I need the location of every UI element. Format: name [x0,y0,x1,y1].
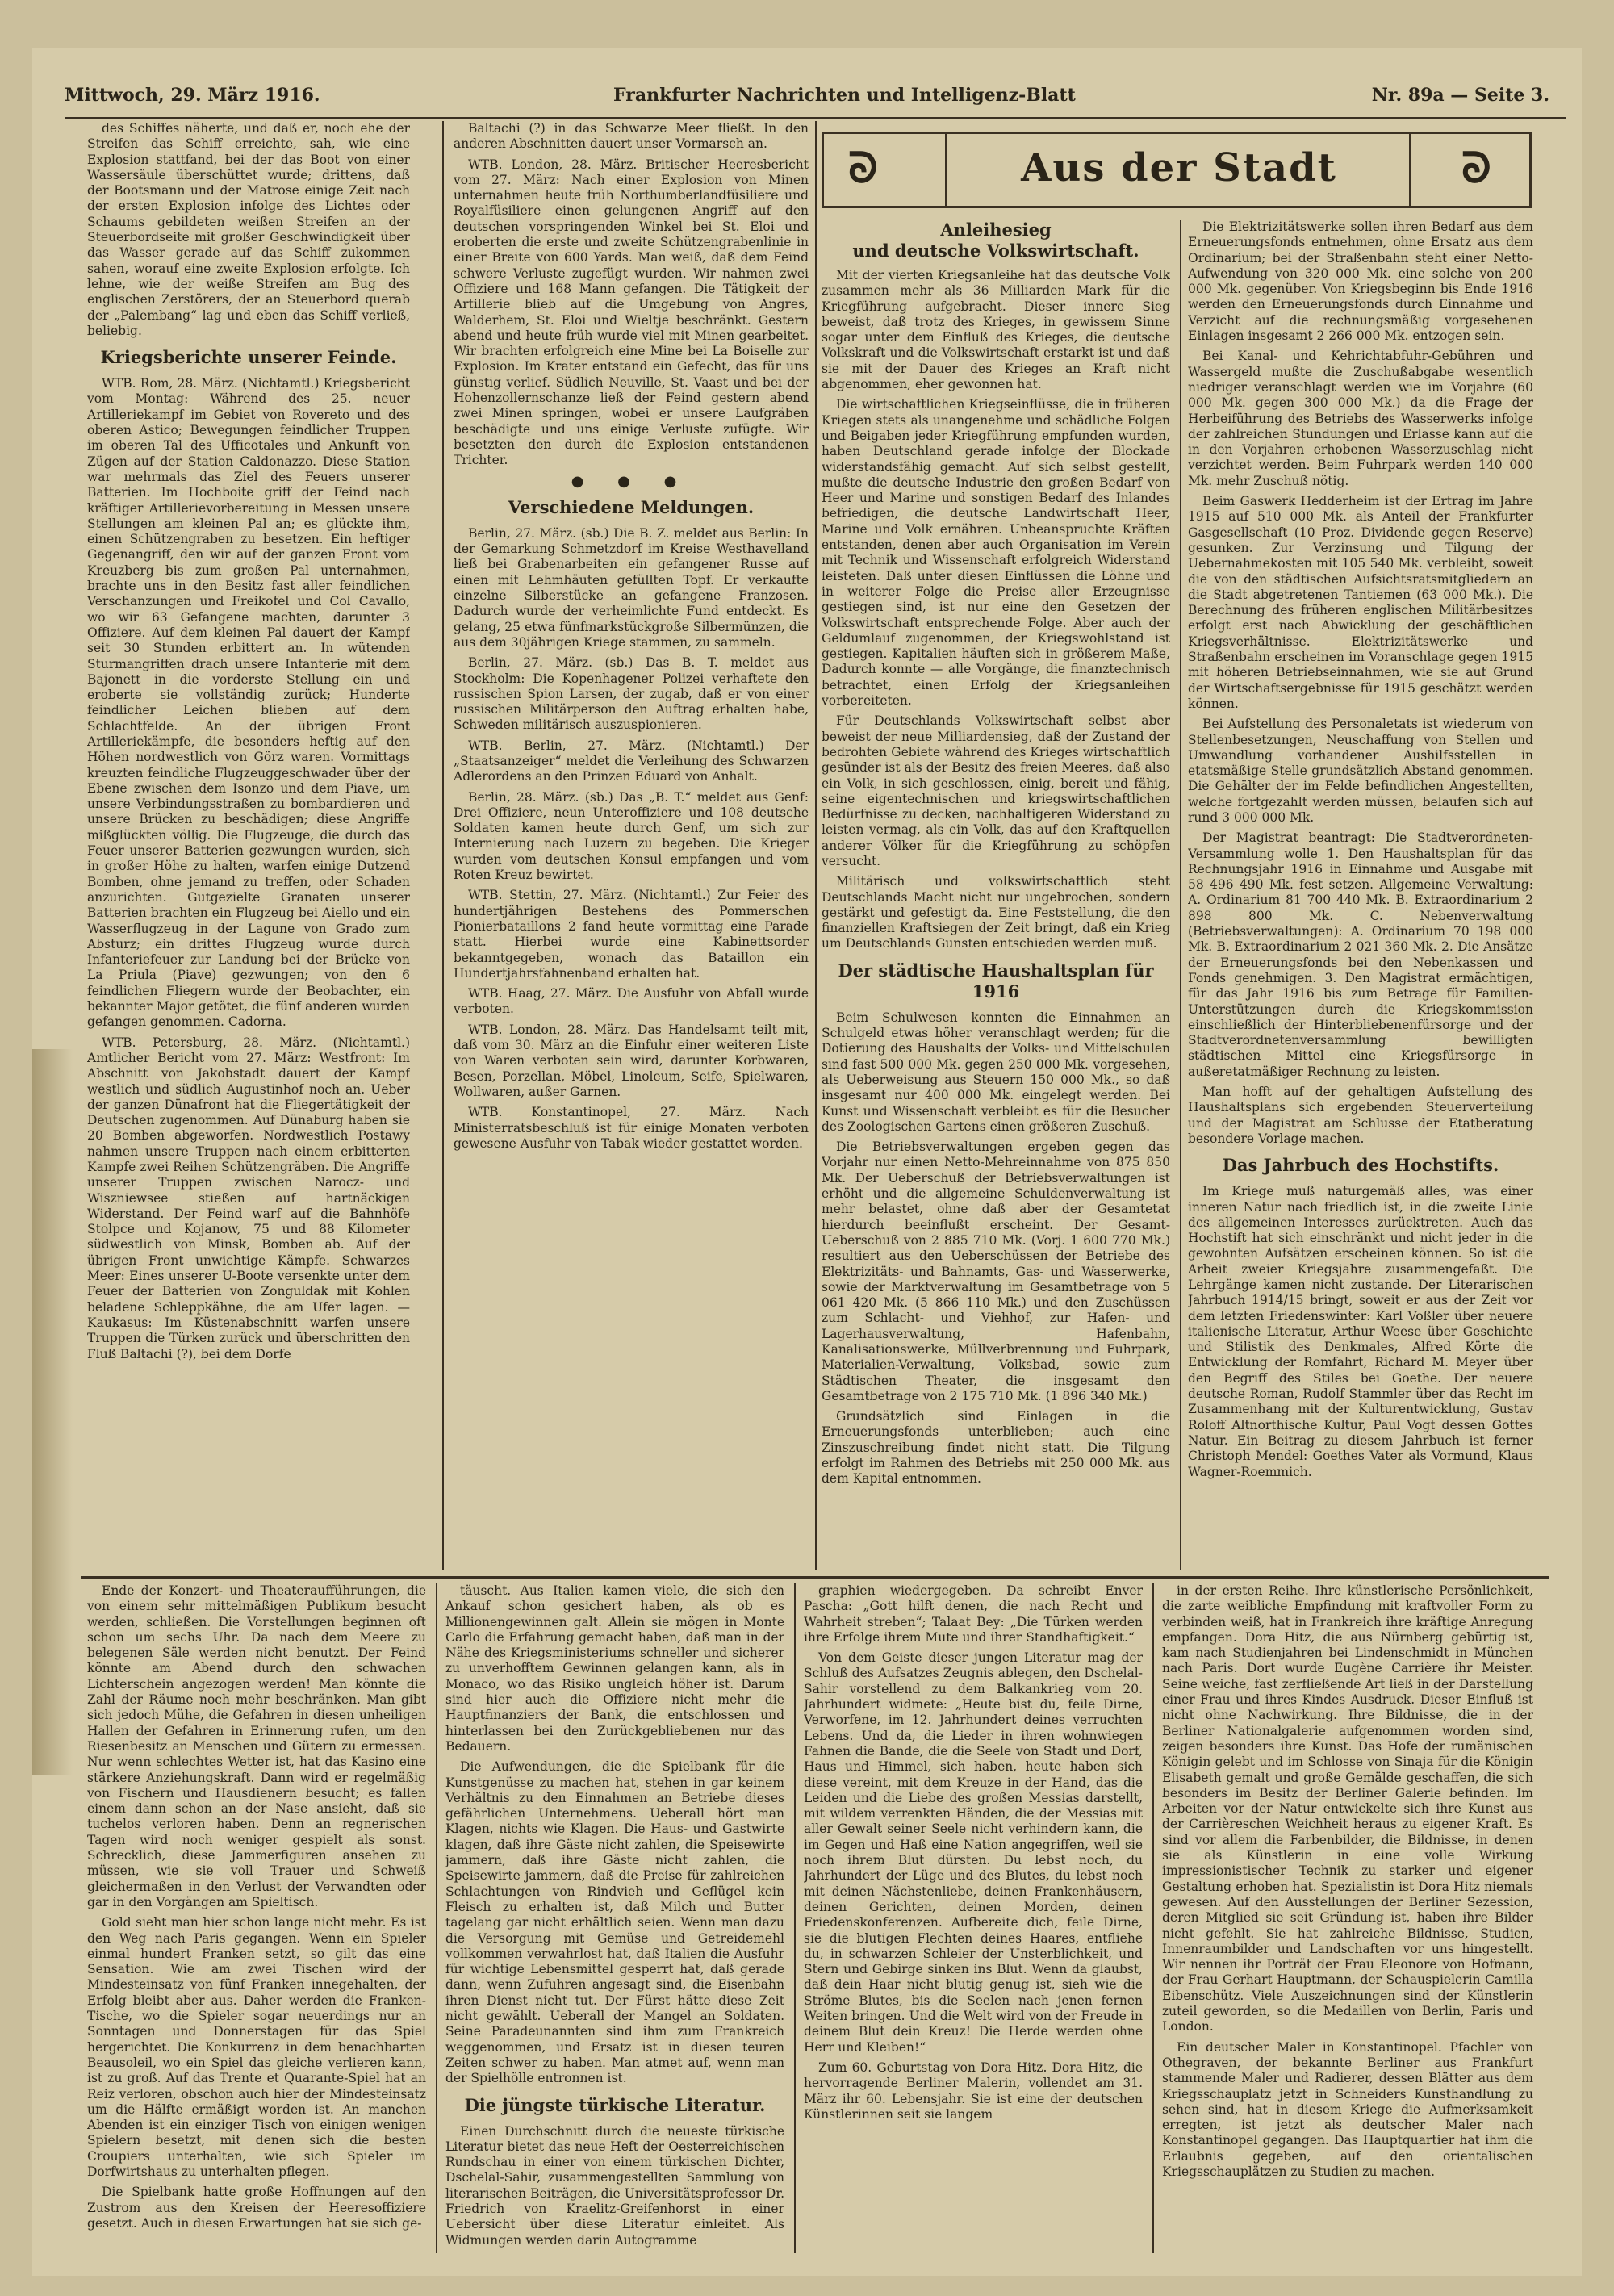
col4-p5: Der Magistrat beantragt: Die Stadtverordneten-Versammlung wolle 1. Den Haushaltsplan für das Rechnungsjahr 1916 in Einnahme und Ausgabe mit 58 496 490 Mk. fest setzen. Allgemeine Verwaltung: A. Ordinarium 81 700 440 Mk. B. Extraordinarium 2 898 800 Mk. C. Nebenverwaltung (Betriebsverwaltungen): A. Ordinarium 70 198 000 Mk. B. Extraordinarium 2 021 360 Mk. 2. Die Ansätze der Erneuerungsfonds bei den Nebenkassen und Fonds genehmigen. 3. Den Magistrat ermächtigen, für das Jahr 1916 bis zum Betrage für Familien-Unterstützungen durch die Kriegskommission einschließlich der Hinterbliebenenfürsorge und der Stadtverordnetenversammlung bewilligten städtischen Mittel eine Kriegsfürsorge in außeretatmäßiger Rechnung zu leisten. [1188,830,1533,1079]
col2-p5: Berlin, 28. März. (sb.) Das „B. T.“ meldet aus Genf: Drei Offiziere, neun Unteroffiziere und 108 deutsche Soldaten kamen heute durch Genf, um sich zur Internierung nach Luzern zu begeben. Die Krieger wurden vom deutschen Konsul empfangen und vom Roten Kreuz bewirtet. [454,789,809,883]
section-title: Aus der Stadt [1021,145,1337,190]
page-header [65,85,1566,114]
col5-p3: Die Spielbank hatte große Hoffnungen auf den Zustrom aus den Kreisen der Heeresoffiziere gesetzt. Auch in diesen Erwartungen hat sie sich ge- [87,2185,426,2231]
column-2 [454,121,809,1570]
masthead-inner-rule-right [1409,134,1411,206]
col2-p7: WTB. Haag, 27. März. Die Ausfuhr von Abfall wurde verboten. [454,986,809,1017]
col4-p4: Bei Aufstellung des Personaletats ist wiederum von Stellenbesetzungen, Neuschaffung von Stellen und Umwandlung vorhandener Aushilfsstellen in etatsmäßige Stelle grundsätzlich Abstand genommen. Die Gehälter der im Felde befindlichen Angestellten, welche fortgezahlt werden müssen, belaufen sich auf rund 3 000 000 Mk. [1188,717,1533,825]
col6-p3: Einen Durchschnitt durch die neueste türkische Literatur bietet das neue Heft der Oesterreichischen Rundschau in einer von einem türkischen Dichter, Dschelal-Sahir, zusammengestellten Sammlung von literarischen Beiträgen, die Universitätsprofessor Dr. Friedrich von Kraelitz-Greifenhorst in einer Uebersicht über diese Literatur einleitet. Als Widmungen werden darin Autogramme [445,2123,784,2248]
col3-p1: Mit der vierten Kriegsanleihe hat das deutsche Volk zusammen mehr als 36 Milliarden Mark für die Kriegführung aufgebracht. Dieser innere Sieg beweist, daß trotz des Krieges, in gewissem Sinne sogar unter dem Einfluß des Krieges, die deutsche Volkskraft und die Volkswirtschaft erstarkt ist und daß sie mit der Dauer des Krieges an Kraft nicht abgenommen, eher gewonnen hat. [822,268,1170,392]
feuilleton-rule [81,1576,1549,1579]
col3-p7: Grundsätzlich sind Einlagen in die Erneuerungsfonds unterblieben; auch eine Zinszuschreibung findet nicht statt. Die Tilgung erfolgt im Rahmen des Betriebs mit 250 000 Mk. aus dem Kapital entnommen. [822,1409,1170,1487]
col2-p4: WTB. Berlin, 27. März. (Nichtamtl.) Der „Staatsanzeiger“ meldet die Verleihung des Schwarzen Adlerordens an den Prinzen Eduard von Anhalt. [454,738,809,784]
column-rule-2 [815,121,817,1570]
header-rule [65,117,1566,119]
column-4 [1188,220,1533,1570]
col3-p6: Die Betriebsverwaltungen ergeben gegen das Vorjahr nur einen Netto-Mehreinnahme von 875 850 Mk. Der Ueberschuß der Betriebsverwaltungen ist erhöht und die allgemeine Schuldenverwaltung ist mehr belastet, ohne daß aber der Gesamtetat hierdurch beeinflußt erscheint. Der Gesamt-Ueberschuß von 2 885 710 Mk. (Vorj. 1 600 770 Mk.) resultiert aus den Ueberschüssen der Betriebe des Elektrizitäts- und Bahnamts, Gas- und Wasserwerke, sowie der Marktverwaltung im Gesamtbetrage von 5 061 420 Mk. (5 866 110 Mk.) und den Zuschüssen zum Schlacht- und Viehhof, zur Hafen- und Lagerhausverwaltung, Hafenbahn, Kanalisationswerke, Müllverbrennung und Fuhrpark, Materialien-Verwaltung, Volksbad, sowie zum Städtischen Theater, die insgesamt den Gesamtbetrage von 2 175 710 Mk. (1 896 340 Mk.) [822,1140,1170,1403]
col2-separator: ● ● ● [571,472,692,490]
col4-heading: Das Jahrbuch des Hochstifts. [1222,1155,1499,1176]
col6-p2: Die Aufwendungen, die die Spielbank für die Kunstgenüsse zu machen hat, stehen in gar keinem Verhältnis zu den Einnahmen an Betriebe dieses gefährlichen Unternehmens. Ueberall hört man Klagen, nichts wie Klagen. Die Haus- und Gastwirte klagen, daß ihre Gäste nicht zahlen, die Speisewirte jammern, daß ihre Gäste nicht zahlen, die Speisewirte jammern, daß die Preise für zahlreichen Schlachtungen von Rindvieh und Geflügel kein Fleisch zu erhalten ist, daß Milch und Butter tagelang gar nicht erhältlich seien. Wenn man dazu die Versorgung mit Gemüse und Getreidemehl vollkommen verwahrlost hat, daß Italien die Ausfuhr für wichtige Lebensmittel gesperrt hat, daß gerade dann, wenn Zufuhren angesagt sind, die Eisenbahn ihren Dienst nicht tut. Der Fürst hätte diese Zeit nicht gewählt. Ueberall der Mangel an Soldaten. Seine Paradeunannten sind ihm zum Frankreich weggenommen, und Ersatz ist in diesen teuren Zeiten schwer zu haben. Man atmet auf, wenn man der Spielhölle entronnen ist. [445,1759,784,2086]
col3-heading1: Anleihesieg [940,220,1052,240]
col5-p1: Ende der Konzert- und Theateraufführungen, die von einem sehr mittelmäßigen Publikum besucht werden, schließen. Die Vorstellungen beginnen oft schon um sechs Uhr. Da nach dem Meere zu belegenen Säle werden nicht benutzt. Der Feind könnte am Abend durch den schwachen Lichterschein angezogen werden! Man könnte die Zahl der Räume noch mehr beschränken. Man gibt sich jedoch Mühe, die Gefahren in diesen unheiligen Hallen der Gefahren in Erinnerung rufen, um den Riesenbesitz an Menschen und Gütern zu ermessen. Nur wenn schlechtes Wetter ist, hat das Kasino eine stärkere Anziehungskraft. Dann wird er regelmäßig von Fischern und Hausdienern besucht; es fallen einem dann schon an der Nase ansieht, daß sie tuchelos verloren haben. Denn an regnerischen Tagen wird noch weniger gespielt als sonst. Schrecklich, diese Jammerfiguren ansehen zu müssen, wie sie voll Trauer und Schweiß gleichermaßen in den Verlust der Verwandten oder gar in den Vorgängen am Spieltisch. [87,1583,426,1909]
column-rule-1 [442,121,444,1570]
col2-p8: WTB. London, 28. März. Das Handelsamt teilt mit, daß vom 30. März an die Einfuhr einer weiteren Liste von Waren verboten sein wird, darunter Korbwaren, Besen, Porzellan, Möbel, Linoleum, Seife, Spielwaren, Wollwaren, außer Garnen. [454,1022,809,1099]
col4-p2: Bei Kanal- und Kehrichtabfuhr-Gebühren und Wassergeld mußte die Zuschußabgabe wesentlich niedriger veranschlagt werden wie im Vorjahre (60 000 Mk. gegen 300 000 Mk.) da die Frage der Herbeiführung des Betriebs des Wasserwerks infolge der zahlreichen Stundungen und Erlasse kann auf die in den Vorjahren erhobenen Wasserzuschlag nicht verzichtet werden. Beim Fuhrpark werden 140 000 Mk. mehr Zuschuß nötig. [1188,349,1533,488]
column-rule-7 [1152,1583,1154,2253]
masthead-ornament-right: ᘐ [1461,144,1491,193]
header-paper-title: Frankfurter Nachrichten und Intelligenz-Blatt [613,85,1076,106]
col4-p6: Man hofft auf der gehaltigen Aufstellung des Haushaltsplans sich ergebenden Steuerverteilung und der Magistrat am Schlusse der Etatberatung besondere Vorlage machen. [1188,1085,1533,1146]
col1-intro: des Schiffes näherte, und daß er, noch ehe der Streifen das Schiff erreichte, sah, wie eine Explosion stattfand, bei der das Boot von einer Wassersäule überschüttet wurde; drittens, daß der Bootsmann und der Matrose einige Zeit nach der ersten Explosion infolge des Lichtes oder Schaums gebildeten weißen Streifen an der Steuerbordseite mit großer Geschwindigkeit über das Wasser gerade auf das Schiff zukommen sahen, worauf eine zweite Explosion erfolgte. Ich lehne, wie der weiße Streifen am Bug des englischen Zerstörers, der an Steuerbord querab der „Palembang“ lag und eben das Schiff verließ, beliebig. [87,121,410,338]
column-6 [445,1583,784,2253]
page-stain [32,1049,73,1775]
column-rule-6 [794,1583,796,2253]
column-rule-3 [1180,220,1181,1570]
col2-heading: Verschiedene Meldungen. [508,496,755,517]
header-issue: Nr. 89a — Seite 3. [1371,85,1549,106]
col4-p1: Die Elektrizitätswerke sollen ihren Bedarf aus dem Erneuerungsfonds entnehmen, ohne Ersatz aus dem Ordinarium; bei der Straßenbahn steht einer Netto-Aufwendung von 320 000 Mk. eine solche von 200 000 Mk. gegenüber. Von Kriegsbeginn bis Ende 1916 werden den Erneuerungsfonds durch Einnahme und Verzicht auf die rechnungsmäßig vorgesehenen Einlagen insgesamt 2 266 000 Mk. entzogen sein. [1188,220,1533,344]
col2-p3: Berlin, 27. März. (sb.) Das B. T. meldet aus Stockholm: Die Kopenhagener Polizei verhaftete den russischen Spion Larsen, der zugab, daß er von einer russischen Militärperson den Auftrag erhalten habe, Schweden militärisch auszuspionieren. [454,655,809,733]
masthead-ornament-left: ᘐ [848,144,878,193]
column-3 [822,220,1170,1570]
col2-p2: Berlin, 27. März. (sb.) Die B. Z. meldet aus Berlin: In der Gemarkung Schmetzdorf im Kreise Westhavelland ließ bei Grabenarbeiten ein gefangener Russe auf einen mit Lehmhäuten gefüllten Topf. Er verkaufte einzelne Silberstücke an gefangene Franzosen. Dadurch wurde der verheimlichte Fund entdeckt. Es gelang, 25 etwa fünfmarkstückgroße Silbermünzen, die aus dem 30jährigen Kriege stammen, zu sammeln. [454,525,809,650]
col7-p3: Zum 60. Geburtstag von Dora Hitz. Dora Hitz, die hervorragende Berliner Malerin, vollendet am 31. März ihr 60. Lebensjahr. Sie ist eine der deutschen Künstlerinnen seit sie langem [804,2060,1143,2122]
col6-p1: täuscht. Aus Italien kamen viele, die sich den Ankauf schon gesichert haben, als ob es Millionengewinnen galt. Allein sie mögen in Monte Carlo die Erfahrung gemacht haben, daß man in der Nähe des Kriegsministeriums schneller und sicherer zu unverhofftem Gewinnen gelangen kann, als in Monaco, wo das Risiko ungleich höher ist. Darum sind hier auch die Offiziere nicht mehr die Hauptfinanziers der Bank, die entschlossen und hinterlassen bei den Zurückgebliebenen nur das Bedauern. [445,1583,784,1754]
col3-heading3: Der städtische Haushaltsplan für 1916 [838,960,1154,1002]
col8-p1: in der ersten Reihe. Ihre künstlerische Persönlichkeit, die zarte weibliche Empfindung mit kraftvoller Form zu verbinden weiß, hat in Frankreich ihre kräftige Anregung empfangen. Dora Hitz, die aus Nürnberg gebürtig ist, kam nach Studienjahren bei Lindenschmidt in München nach Paris. Dort wurde Eugène Carrière ihr Meister. Seine weiche, fast zerfließende Art ließ in der Darstellung einer Frau und ihres Kindes Ausdruck. Dieser Einfluß ist nicht ohne Nachwirkung. Ihre Bildnisse, die in der Berliner Nationalgalerie aufgenommen worden sind, zeigen besonders ihre Kunst. Das Hofe der rumänischen Königin gelebt und im Schlosse von Sinaja für die Königin Elisabeth gemalt und große Gemälde geschaffen, die sich besonders im Besitz der Berliner Galerie befinden. Im Arbeiten vor der Natur entwickelte sich ihre Kunst aus der Carrièreschen Weichheit heraus zu eigener Kraft. Es sind vor allem die Farbenbilder, die Bildnisse, in denen sie als Künstlerin in eine volle Wirkung impressionistischer Technik zu starker und eigener Gestaltung erhoben hat. Spezialistin ist Dora Hitz niemals gewesen. Auf den Ausstellungen der Berliner Sezession, deren Mitglied sie seit Gründung ist, haben ihre Bilder nicht gefehlt. Sie hat zahlreiche Bildnisse, Studien, Innenraumbilder und Landschaften vor uns hingestellt. Wir nennen ihr Porträt der Frau Eleonore von Hofmann, der Frau Gerhart Hauptmann, der Schauspielerin Camilla Eibenschütz. Viele Auszeichnungen sind der Künstlerin zuteil geworden, so die Medaillen von Berlin, Paris und London. [1162,1583,1533,2035]
col2-intro: Baltachi (?) in das Schwarze Meer fließt. In den anderen Abschnitten dauert unser Vormarsch an. [454,121,809,152]
header-date: Mittwoch, 29. März 1916. [65,85,320,106]
column-8 [1162,1583,1533,2253]
col4-p3: Beim Gaswerk Hedderheim ist der Ertrag im Jahre 1915 auf 510 000 Mk. als Anteil der Frankfurter Gasgesellschaft (10 Proz. Dividende gegen Reserve) gesunken. Zur Verzinsung und Tilgung der Uebernahmekosten mit 105 540 Mk. verbleibt, soweit die von den städtischen Aufsichtsratsmitgliedern an die Stadt abgetretenen Tantiemen (63 000 Mk.). Die Berechnung des früheren englischen Militärbesitzes erfolgt erst nach Abwicklung der geschäftlichen Kriegsverhältnisse. Elektrizitätswerke und Straßenbahn erscheinen im Voranschlage gegen 1915 mit höheren Betriebseinnahmen, wie sie auf Grund der Wirtschaftsergebnisse für 1915 geschätzt werden können. [1188,494,1533,711]
masthead-inner-rule-left [945,134,947,206]
column-1 [87,121,410,1570]
col2-p6: WTB. Stettin, 27. März. (Nichtamtl.) Zur Feier des hundertjährigen Bestehens des Pommerschen Pionierbataillons 2 fand heute vormittag eine Parade statt. Hierbei wurde eine Kabinettsorder bekanntgegeben, wonach das Bataillon ein Hundertjahrsfahnenband erhalten hat. [454,888,809,981]
col2-p1: WTB. London, 28. März. Britischer Heeresbericht vom 27. März: Nach einer Explosion von Minen unternahmen heute früh Northumberlandfüsiliere und Royalfüsiliere einen gelungenen Angriff auf den deutschen vorspringenden Winkel bei St. Eloi und eroberten die erste und zweite Schützengrabenlinie in einer Breite von 600 Yards. Man weiß, daß dem Feind schwere Verluste zugefügt wurden. Wir nahmen zwei Offiziere und 168 Mann gefangen. Die Tätigkeit der Artillerie blieb auf die Umgebung von Angres, Walderhem, St. Eloi und Wieltje beschränkt. Gestern abend und heute früh wurde viel mit Minen gearbeitet. Wir brachten erfolgreich eine Mine bei La Boiselle zur Explosion. Im Krater entstand ein Gefecht, das für uns günstig verlief. Südlich Neuville, St. Vaast und bei der Hohenzollernschanze ließ der Feind gestern abend zwei Minen springen, wobei er unsere Laufgräben beschädigte und uns einige Verluste zufügte. Wir besetzten den durch die Explosion entstandenen Trichter. [454,157,809,468]
col3-p3: Für Deutschlands Volkswirtschaft selbst aber beweist der neue Milliardensieg, daß der Zustand der bedrohten Gebiete während des Krieges wirtschaftlich gesünder ist als der Besitz des freien Meeres, daß also ein Volk, in sich geschlossen, einig, bereit und fähig, seine eigentechnischen und kriegswirtschaftlichen Bedürfnisse zu decken, nachhaltigeren Widerstand zu leisten vermag, als ein Volk, das auf den Kraftquellen anderer Völker für die Kriegführung zu schöpfen versucht. [822,713,1170,868]
col7-p2: Von dem Geiste dieser jungen Literatur mag der Schluß des Aufsatzes Zeugnis ablegen, den Dschelal-Sahir vorstellend zu dem Balkankrieg vom 20. Jahrhundert widmete: „Heute bist du, feile Dirne, Verworfene, im 12. Jahrhundert deines verruchten Lebens. Und da, die Lieder in ihren wohnwiegen Fahnen die Bande, die die Seele von Stadt und Dorf, Haus und Himmel, sich haben, heute haben sich diese vereint, mit dem Kreuze in der Hand, das die Leiden und die Liebe des großen Messias darstellt, mit wildem verrenkten Händen, die der Messias mit aller Gewalt seiner Seele nicht verhindern kann, die im Gegen und Haß eine Nation angegriffen, weil sie noch ihrem Blut dürsten. Du lebst noch, du Jahrhundert der Lüge und des Blutes, du lebst noch mit deinen Nächstenliebe, deinen Frankenhäusern, deinen Gerichten, deinen Morden, deinen Friedenskonferenzen. Aufbereite dich, feile Dirne, sie die blutigen Flechten deines Haares, entfliehe du, in schwarzen Schleier der Unsterblichkeit, und Stern und Gebirge sinken ins Blut. Wenn da glaubst, daß dein Haar nicht blutig genug ist, sieh wie die Ströme Blutes, bis die Seelen nach jenen fernen Weiten bringen. Und die Welt wird von der Freude in deinem Blut dein Kreuz! Die Herde werden ohne Herr und Kleiben!“ [804,1650,1143,2055]
col5-p2: Gold sieht man hier schon lange nicht mehr. Es ist den Weg nach Paris gegangen. Wenn ein Spieler einmal hundert Franken setzt, so gilt das eine Sensation. Wie am zwei Tischen wird der Mindesteinsatz von fünf Franken innegehalten, der Erfolg bleibt aber aus. Daher werden die Franken-Tische, wo die Spieler sogar neuerdings nur an Sonntagen und Donnerstagen für das Spiel hergerichtet. Die Konkurrenz in dem benachbarten Beausoleil, wo ein Spiel das gleiche verlieren kann, ist zu groß. Auf das Trente et Quarante-Spiel hat an Reiz verloren, obschon auch hier der Mindesteinsatz um die Hälfte ermäßigt worden ist. An manchen Abenden ist ein einziger Tisch von einigen wenigen Spielern besetzt, mit denen sich die besten Croupiers unterhalten, wie sich Spieler im Dorfwirtshaus zu unterhalten pflegen. [87,1915,426,2179]
column-7 [804,1583,1143,2253]
column-5 [87,1583,426,2253]
col8-p2: Ein deutscher Maler in Konstantinopel. Pfachler von Othegraven, der bekannte Berliner aus Frankfurt stammende Maler und Radierer, dessen Blätter aus dem Kriegsschauplatz jetzt in Schneiders Kunsthandlung zu sehen sind, hat in diesem Kriege die Aufmerksamkeit erregten, ist jetzt als deutscher Maler nach Konstantinopel gegangen. Das Hauptquartier hat ihm die Erlaubnis gegeben, auf den orientalischen Kriegsschauplätzen zu Studien zu machen. [1162,2039,1533,2179]
col4-p7: Im Kriege muß naturgemäß alles, was einer inneren Natur nach friedlich ist, in die zweite Linie des allgemeinen Interesses zurücktreten. Auch das Hochstift hat sich einschränkt und nicht jeder in die gewohnten Aufsätzen erscheinen können. So ist die Arbeit zweier Kriegsjahre zusammengefaßt. Die Lehrgänge kamen nicht zustande. Der Literarischen Jahrbuch 1914/15 bringt, soweit er aus der Zeit vor dem letzten Friedenswinter: Karl Voßler über neuere italienische Literatur, Arthur Weese über Geschichte und Stilistik des Denkmales, Alfred Körte die Entwicklung der Romfahrt, Richard M. Meyer über den Begriff des Stiles bei Goethe. Der neuere deutsche Roman, Rudolf Stammler über das Recht im Zusammenhang mit der Kulturentwicklung, Gustav Roloff Altnorthische Kultur, Paul Vogt dessen Gottes Natur. Ein Beitrag zu diesem Jahrbuch ist ferner Christoph Mendel: Goethes Vater als Vormund, Klaus Wagner-Roemmich. [1188,1184,1533,1479]
col1-p2: WTB. Petersburg, 28. März. (Nichtamtl.) Amtlicher Bericht vom 27. März: Westfront: Im Abschnitt von Jakobstadt dauert der Kampf westlich und südlich Augustinhof noch an. Ueber der ganzen Dünafront hat die Fliegertätigkeit der Deutschen zugenommen. Auf Dünaburg haben sie 20 Bomben abgeworfen. Nordwestlich Postawy nahmen unsere Truppen nach einem erbitterten Kampfe zwei Reihen Schützengräben. Die Angriffe unserer Truppen zwischen Narocz- und Wiszniewsee stießen auf hartnäckigen Widerstand. Der Feind warf auf die Bahnhöfe Stolpce und Kojanow, 75 und 88 Kilometer südwestlich von Minsk, Bomben ab. Auf der übrigen Front unwichtige Kämpfe. Schwarzes Meer: Eines unserer U-Boote versenkte unter dem Feuer der Batterien von Zonguldak mit Kohlen beladene Schleppkähne, die am Ufer lagen. — Kaukasus: Im Küstenabschnitt warfen unsere Truppen die Türken zurück und überschritten den Fluß Baltachi (?), bei dem Dorfe [87,1035,410,1361]
col3-p2: Die wirtschaftlichen Kriegseinflüsse, die in früheren Kriegen stets als unangenehme und schädliche Folgen und Beigaben jeder Kriegführung empfunden wurden, haben Deutschland gerade infolge der Blockade widerstandsfähig gemacht. Auf sich selbst gestellt, mußte die deutsche Industrie den großen Bedarf von Heer und Marine und sonstigen Bedarf des Inlandes befriedigen, die deutsche Landwirtschaft Heer, Marine und Volk ernähren. Unbeanspruchte Kräften entstanden, denen aber auch Organisation im Verein mit Technik und Wissenschaft erfolgreich Widerstand leisteten. Daß unter diesen Einflüssen die Löhne und in weiterer Folge die Preise aller Erzeugnisse gestiegen sind, ist nur eine den Gesetzen der Volkswirtschaft entsprechende Folge. Aber auch der Geldumlauf zugenommen, der Kriegswohlstand ist gestiegen. Kapitalien häuften sich in größerem Maße, Dadurch konnte — alle Vorgänge, die finanztechnisch betrachtet, einen Erfolg der Kriegsanleihen vorbereiteten. [822,397,1170,709]
col1-p1: WTB. Rom, 28. März. (Nichtamtl.) Kriegsbericht vom Montag: Während des 25. neuer Artilleriekampf im Gebiet von Rovereto und des oberen Astico; Bewegungen feindlicher Truppen im oberen Tal des Ufficotales und Ankunft von Zügen auf der Station Caldonazzo. Diese Station war mehrmals das Ziel des Feuers unserer Batterien. Im Hochboite griff der Feind nach kräftiger Artillerievorbereitung in Messen unsere Stellungen am kleinen Pal an; es glückte ihm, einen Schützengraben zu besetzen. Ein heftiger Gegenangriff, den wir auf der ganzen Front vom Kreuzberg bis zum großen Pal unternahmen, brachte uns in den Besitz fast aller feindlichen Verschanzungen und Freikofel und Col Cavallo, wo wir 63 Gefangene machten, darunter 3 Offiziere. Auf dem kleinen Pal dauert der Kampf seit 30 Stunden erbittert an. In wütenden Sturmangriffen drach unsere Infanterie mit dem Bajonett in die vorderste Stellung ein und eroberte sie vollständig zurück; Hunderte feindlicher Leichen blieben auf dem Schlachtfelde. An der übrigen Front Artilleriekämpfe, die besonders heftig auf den Höhen nordwestlich von Görz waren. Vormittags kreuzten feindliche Flugzeuggeschwader über der Ebene zwischen dem Isonzo und dem Piave, um unsere Verbindungsstraßen zu bombardieren und unsere Brücken zu beschädigen; diese Angriffe mißglückten völlig. Die Flugzeuge, die durch das Feuer unserer Batterien gezwungen wurden, sich in großer Höhe zu halten, warfen einige Dutzend Bomben, ohne jemand zu treffen, oder Schaden anzurichten. Gutgezielte Granaten unserer Batterien brachten ein Flugzeug bei Aiello und ein Wasserflugzeug in der Lagune von Grado zum Absturz; ein drittes Flugzeug wurde durch Infanteriefeuer zur Landung bei der Brücke von La Priula (Piave) gezwungen; von den 6 feindlichen Fliegern wurde der Beobachter, ein bekannter Major getötet, die fünf anderen wurden gefangen genommen. Cadorna. [87,376,410,1030]
col6-heading: Die jüngste türkische Literatur. [464,2094,766,2115]
col1-heading: Kriegsberichte unserer Feinde. [100,347,397,368]
col7-p1: graphien wiedergegeben. Da schreibt Enver Pascha: „Gott hilft denen, die nach Recht und Wahrheit streben“; Talaat Bey: „Die Türken werden ihre Erfolge ihrem Mute und ihrer Standhaftigkeit.“ [804,1583,1143,1645]
col2-p9: WTB. Konstantinopel, 27. März. Nach Ministerratsbeschluß ist für einige Monaten verboten gewesene Ausfuhr von Tabak wieder gestattet worden. [454,1105,809,1151]
section-masthead [822,132,1532,208]
col3-p5: Beim Schulwesen konnten die Einnahmen an Schulgeld etwas höher veranschlagt werden; für die Dotierung des Haushalts der Volks- und Mittelschulen sind fast 500 000 Mk. gegen 250 000 Mk. vorgesehen, als Ueberweisung aus Steuern 150 000 Mk., so daß insgesamt nur 400 000 Mk. eingelegt werden. Bei Kunst und Wissenschaft verbleibt es für die Besucher des Zoologischen Gartens einen größeren Zuschuß. [822,1010,1170,1134]
column-rule-5 [436,1583,437,2253]
col3-p4: Militärisch und volkswirtschaftlich steht Deutschlands Macht nicht nur ungebrochen, sondern gestärkt und gefestigt da. Eine Feststellung, die den finanziellen Kraftsiegen der Zeit bringt, daß ein Krieg um Deutschlands Gunsten entschieden werden muß. [822,874,1170,951]
col3-heading2: und deutsche Volkswirtschaft. [852,240,1139,261]
